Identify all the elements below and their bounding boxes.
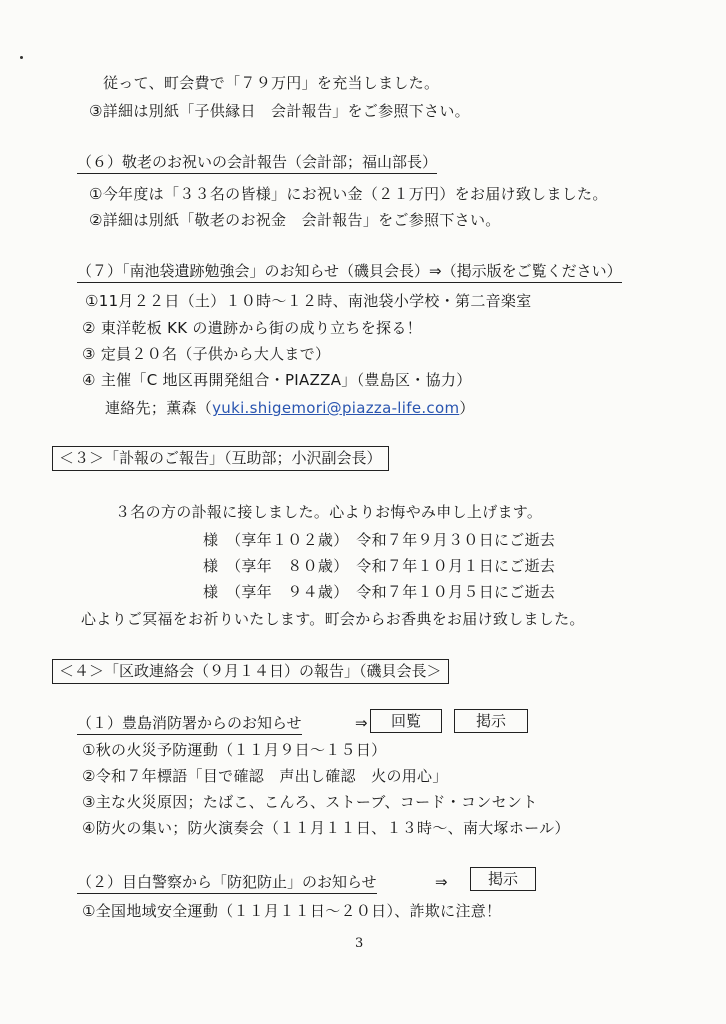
fire-item-3: ③主な火災原因；たばこ、こんろ、ストーブ、コード・コンセント — [82, 793, 538, 811]
section-7-item-4: ④ 主催「C 地区再開発組合・PIAZZA」（豊島区・協力） — [82, 371, 472, 389]
obituary-closing: 心よりご冥福をお祈りいたします。町会からお香典をお届け致しました。 — [81, 610, 585, 628]
police-title: （２）目白警察から「防犯防止」のお知らせ — [77, 872, 377, 894]
section-7-item-1: ①11月２２日（土）１０時～１２時、南池袋小学校・第二音楽室 — [85, 292, 532, 310]
fire-item-1: ①秋の火災予防運動（１１月９日～１５日） — [82, 741, 387, 759]
keiji-button-fire[interactable]: 掲示 — [454, 709, 528, 733]
obituary-intro: ３名の方の訃報に接しました。心よりお悔やみ申し上げます。 — [115, 503, 543, 521]
continuation-line-2: ③詳細は別紙「子供縁日 会計報告」をご参照下さい。 — [89, 102, 470, 120]
arrow-icon: ⇒ — [355, 714, 368, 732]
contact-label: 連絡先；薫森（ — [105, 399, 213, 417]
continuation-line-1: 従って、町会費で「７９万円」を充当しました。 — [103, 74, 440, 92]
police-item-1: ①全国地域安全運動（１１月１１日～２０日）、詐欺に注意！ — [82, 902, 502, 920]
section-3-header: ＜３＞「訃報のご報告」（互助部；小沢副会長） — [52, 446, 389, 471]
contact-email-link[interactable]: yuki.shigemori@piazza-life.com — [212, 399, 460, 417]
kairan-button[interactable]: 回覧 — [370, 709, 442, 733]
section-6-item-2: ②詳細は別紙「敬老のお祝金 会計報告」をご参照下さい。 — [89, 211, 501, 229]
section-6-header: （６）敬老のお祝いの会計報告（会計部；福山部長） — [77, 152, 437, 174]
keiji-button-police[interactable]: 掲示 — [470, 867, 536, 891]
section-4-header: ＜４＞「区政連絡会（９月１４日）の報告」（磯貝会長＞ — [52, 659, 449, 684]
obituary-row-2: 様 （享年 ８０歳） 令和７年１０月１日にご逝去 — [203, 557, 556, 575]
obituary-row-3: 様 （享年 ９４歳） 令和７年１０月５日にご逝去 — [203, 583, 556, 601]
section-7-item-3: ③ 定員２０名（子供から大人まで） — [82, 345, 331, 363]
fire-item-4: ④防火の集い；防火演奏会（１１月１１日、１３時～、南大塚ホール） — [82, 819, 570, 837]
section-7-item-2: ② 東洋乾板 KK の遺跡から街の成り立ちを探る！ — [82, 319, 422, 337]
fire-item-2: ②令和７年標語「目で確認 声出し確認 火の用心」 — [82, 767, 448, 785]
section-7-header: （７）「南池袋遺跡勉強会」のお知らせ（磯貝会長）⇒（掲示版をご覧ください） — [77, 261, 622, 283]
arrow-icon-police: ⇒ — [435, 873, 448, 891]
section-7-contact — [105, 398, 475, 418]
page-number: 3 — [355, 936, 364, 951]
section-6-item-1: ①今年度は「３３名の皆様」にお祝い金（２１万円）をお届け致しました。 — [89, 185, 608, 203]
obituary-row-1: 様 （享年１０２歳） 令和７年９月３０日にご逝去 — [203, 531, 556, 549]
scan-speck — [20, 56, 23, 59]
fire-dept-title: （１）豊島消防署からのお知らせ — [77, 713, 302, 735]
contact-close: ） — [459, 399, 475, 417]
